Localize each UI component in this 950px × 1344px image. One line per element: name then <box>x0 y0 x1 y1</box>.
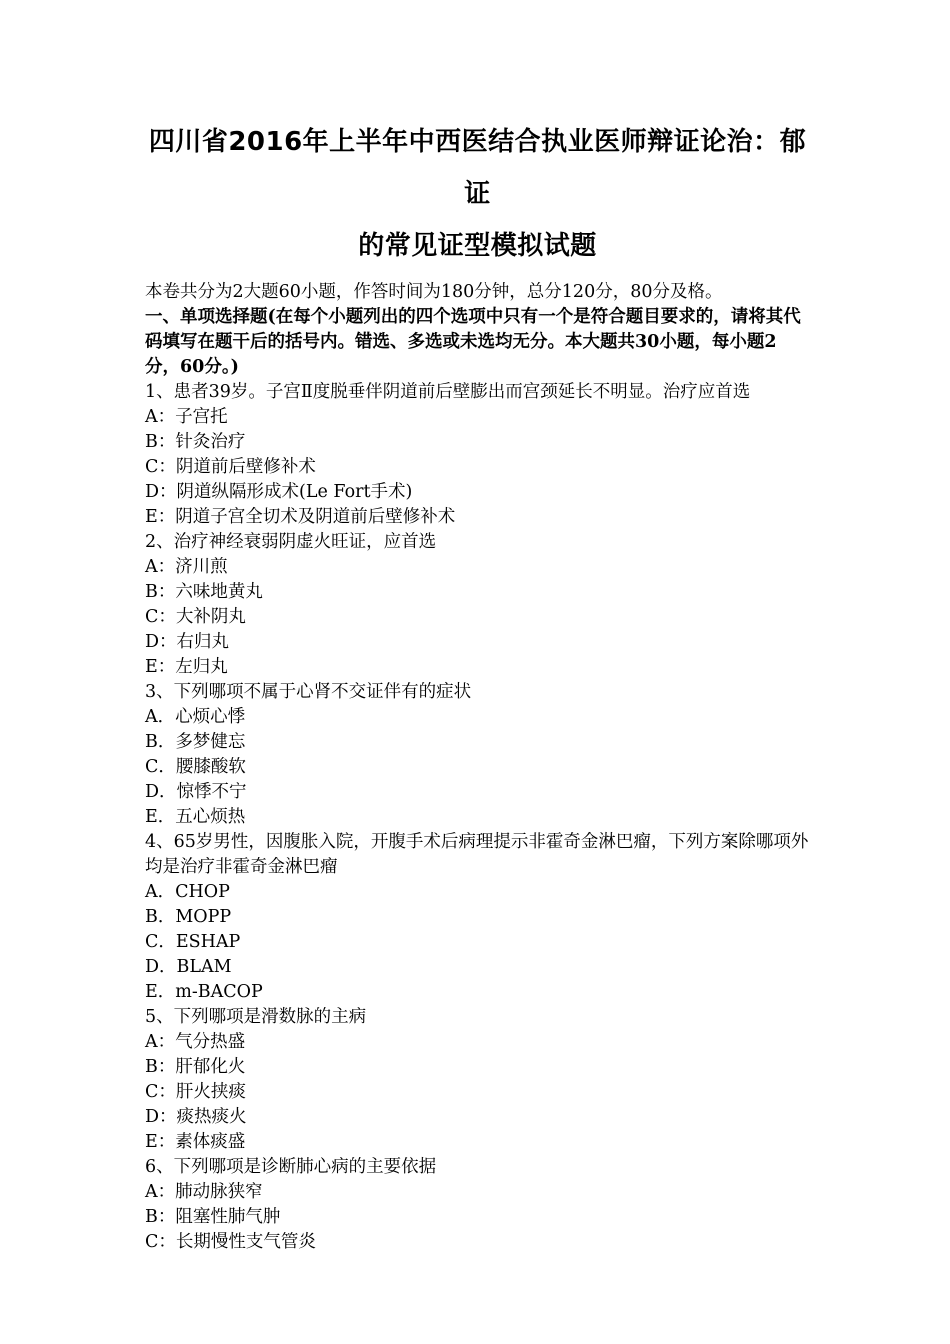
answer-option: E．m-BACOP <box>145 982 263 1002</box>
answer-option: D：痰热痰火 <box>145 1107 247 1127</box>
answer-option: D：右归丸 <box>145 632 230 652</box>
document-title <box>145 116 810 272</box>
answer-option: C：大补阴丸 <box>145 607 246 627</box>
answer-option: C：阴道前后壁修补术 <box>145 457 316 477</box>
section-heading: 一、单项选择题(在每个小题列出的四个选项中只有一个是符合题目要求的，请将其代码填写在题干后的括号内。错选、多选或未选均无分。本大题共30小题，每小题2分，60分。) <box>145 307 801 377</box>
answer-option: A．心烦心悸 <box>145 707 246 727</box>
answer-option: C．ESHAP <box>145 932 241 952</box>
answer-option: E：左归丸 <box>145 657 228 677</box>
title-line-1: 四川省2016年上半年中西医结合执业医师辩证论治：郁证 <box>148 127 807 209</box>
question-item <box>145 1005 810 1155</box>
question-item <box>145 530 810 680</box>
question-text: 5、下列哪项是滑数脉的主病 <box>145 1007 367 1027</box>
question-text: 2、治疗神经衰弱阴虚火旺证，应首选 <box>145 532 437 552</box>
question-item <box>145 1155 810 1255</box>
answer-option: C：长期慢性支气管炎 <box>145 1232 316 1252</box>
answer-option: A．CHOP <box>145 882 230 902</box>
answer-option: A：肺动脉狭窄 <box>145 1182 263 1202</box>
question-text: 3、下列哪项不属于心肾不交证伴有的症状 <box>145 682 472 702</box>
question-text: 6、下列哪项是诊断肺心病的主要依据 <box>145 1157 437 1177</box>
answer-option: D．BLAM <box>145 957 232 977</box>
answer-option: B．MOPP <box>145 907 232 927</box>
title-line-2: 的常见证型模拟试题 <box>358 231 597 261</box>
answer-option: E：阴道子宫全切术及阴道前后壁修补术 <box>145 507 456 527</box>
answer-option: D．惊悸不宁 <box>145 782 247 802</box>
answer-option: B：肝郁化火 <box>145 1057 246 1077</box>
answer-option: B：针灸治疗 <box>145 432 246 452</box>
exam-intro: 本卷共分为2大题60小题，作答时间为180分钟，总分120分，80分及格。 <box>145 282 723 302</box>
question-item <box>145 380 810 530</box>
answer-option: B：阻塞性肺气肿 <box>145 1207 281 1227</box>
answer-option: A：济川煎 <box>145 557 228 577</box>
question-list <box>145 380 810 1255</box>
answer-option: A：子宫托 <box>145 407 228 427</box>
answer-option: E．五心烦热 <box>145 807 246 827</box>
answer-option: B．多梦健忘 <box>145 732 246 752</box>
question-text: 4、65岁男性，因腹胀入院，开腹手术后病理提示非霍奇金淋巴瘤，下列方案除哪项外均是治疗非霍奇金淋巴瘤 <box>145 832 809 877</box>
question-item <box>145 830 810 1005</box>
question-text: 1、患者39岁。子宫Ⅱ度脱垂伴阴道前后壁膨出而宫颈延长不明显。治疗应首选 <box>145 382 751 402</box>
answer-option: C．腰膝酸软 <box>145 757 246 777</box>
answer-option: D：阴道纵隔形成术(Le Fort手术) <box>145 482 413 502</box>
question-item <box>145 680 810 830</box>
answer-option: B：六味地黄丸 <box>145 582 263 602</box>
answer-option: C：肝火挟痰 <box>145 1082 246 1102</box>
answer-option: E：素体痰盛 <box>145 1132 246 1152</box>
answer-option: A：气分热盛 <box>145 1032 246 1052</box>
